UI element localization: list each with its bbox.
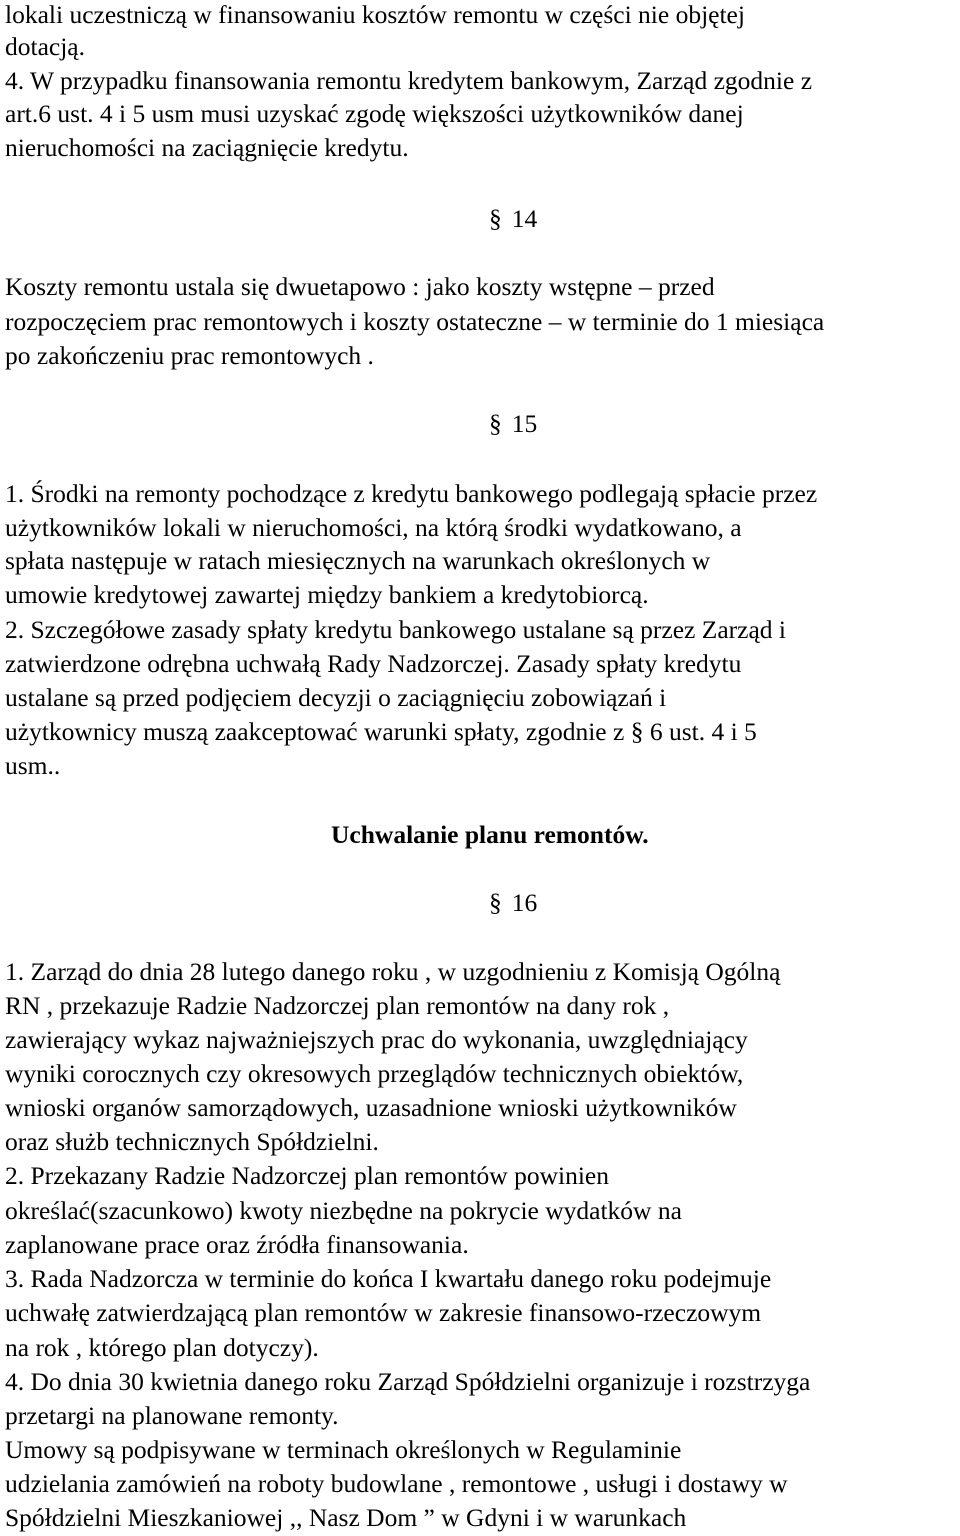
section-title: Uchwalanie planu remontów. [331,820,649,849]
section-heading-14 [489,204,537,234]
text-line: ustalane są przed podjęciem decyzji o zaciągnięciu zobowiązań i [5,683,667,712]
section-symbol: § [489,204,502,233]
text-line: usm.. [5,751,61,780]
section-number: 16 [511,888,538,917]
text-line: 4. Do dnia 30 kwietnia danego roku Zarząd Spółdzielni organizuje i rozstrzyga [5,1367,811,1396]
text-line: wyniki corocznych czy okresowych przeglądów technicznych obiektów, [5,1059,744,1088]
section-number: 15 [511,409,538,438]
text-line: zaplanowane prace oraz źródła finansowania. [5,1230,469,1259]
text-line: 4. W przypadku finansowania remontu kredytem bankowym, Zarząd zgodnie z [5,66,813,95]
text-line: rozpoczęciem prac remontowych i koszty ostateczne – w terminie do 1 miesiąca [5,307,825,336]
text-line: Koszty remontu ustala się dwuetapowo : jako koszty wstępne – przed [5,272,715,301]
text-line: użytkownicy muszą zaakceptować warunki spłaty, zgodnie z § 6 ust. 4 i 5 [5,717,757,746]
text-line: użytkowników lokali w nieruchomości, na którą środki wydatkowano, a [5,513,742,542]
text-line: udzielania zamówień na roboty budowlane , remontowe , usługi i dostawy w [5,1469,788,1498]
text-line: zatwierdzone odrębna uchwałą Rady Nadzorczej. Zasady spłaty kredytu [5,649,742,678]
section-heading-15 [489,409,537,439]
text-line: 3. Rada Nadzorcza w terminie do końca I kwartału danego roku podejmuje [5,1264,772,1293]
section-symbol: § [489,888,502,917]
text-line: 2. Szczegółowe zasady spłaty kredytu bankowego ustalane są przez Zarząd i [5,615,786,644]
text-line: art.6 ust. 4 i 5 usm musi uzyskać zgodę większości użytkowników danej [5,99,744,128]
text-line: Spółdzielni Mieszkaniowej ,, Nasz Dom ” w Gdyni i w warunkach [5,1503,687,1532]
section-heading-16 [489,888,537,918]
text-line: określać(szacunkowo) kwoty niezbędne na pokrycie wydatków na [5,1196,682,1225]
text-line: RN , przekazuje Radzie Nadzorczej plan remontów na dany rok , [5,991,670,1020]
text-line: lokali uczestniczą w finansowaniu kosztów remontu w części nie objętej [5,0,745,29]
text-line: Umowy są podpisywane w terminach określonych w Regulaminie [5,1435,682,1464]
text-line: 1. Środki na remonty pochodzące z kredytu bankowego podlegają spłacie przez [5,479,818,508]
text-line: wnioski organów samorządowych, uzasadnione wnioski użytkowników [5,1093,737,1122]
text-line: dotacją. [5,32,85,61]
text-line: na rok , którego plan dotyczy). [5,1333,319,1362]
text-line: przetargi na planowane remonty. [5,1401,339,1430]
text-line: po zakończeniu prac remontowych . [5,341,374,370]
text-line: zawierający wykaz najważniejszych prac do wykonania, uwzględniający [5,1025,748,1054]
text-line: oraz służb technicznych Spółdzielni. [5,1127,379,1156]
text-line: umowie kredytowej zawartej między bankiem a kredytobiorcą. [5,580,649,609]
text-line: 1. Zarząd do dnia 28 lutego danego roku , w uzgodnieniu z Komisją Ogólną [5,957,781,986]
text-line: spłata następuje w ratach miesięcznych na warunkach określonych w [5,546,711,575]
text-line: uchwałę zatwierdzającą plan remontów w zakresie finansowo-rzeczowym [5,1298,762,1327]
section-symbol: § [489,409,502,438]
text-line: nieruchomości na zaciągnięcie kredytu. [5,133,409,162]
section-number: 14 [511,204,538,233]
text-line: 2. Przekazany Radzie Nadzorczej plan remontów powinien [5,1161,609,1190]
